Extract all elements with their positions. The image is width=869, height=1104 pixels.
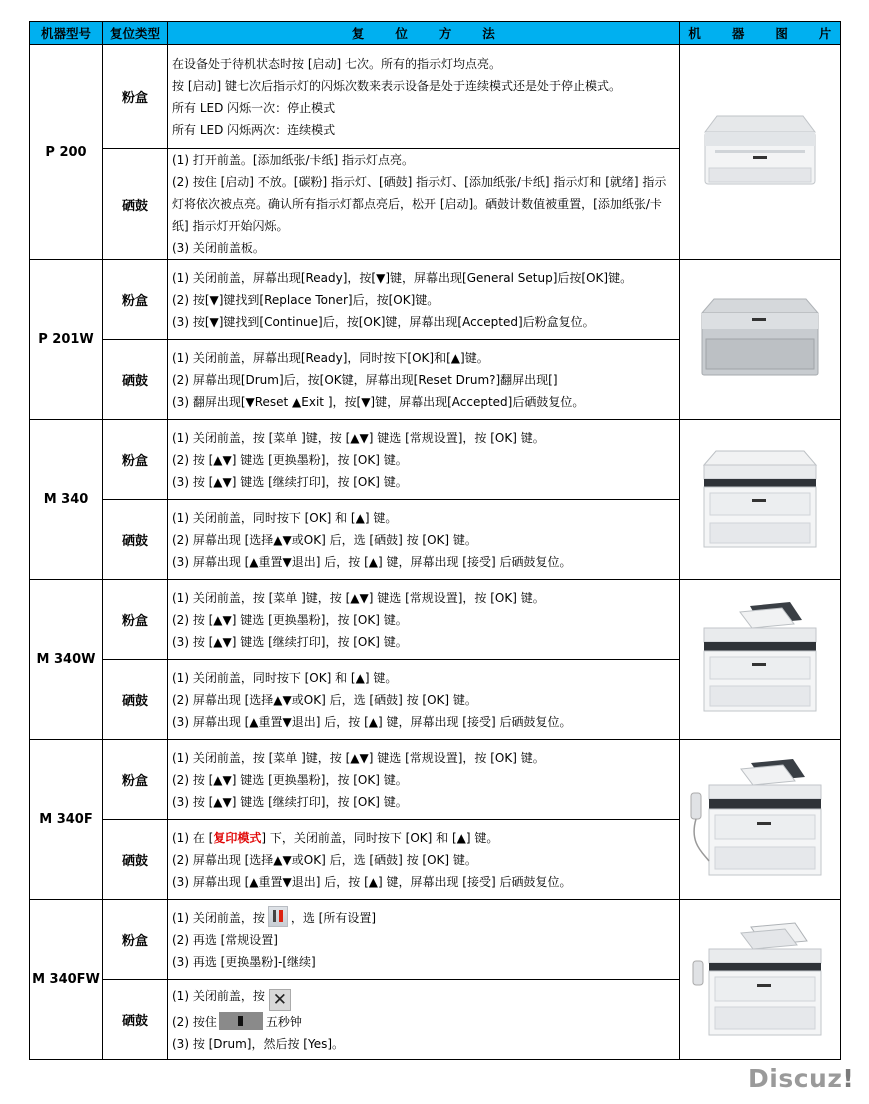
- method-line: (1) 关闭前盖，屏幕出现[Ready]，同时按下[OK]和[▲]键。: [172, 350, 489, 365]
- method-line: (3) 屏幕出现 [▲重置▼退出] 后，按 [▲] 键，屏幕出现 [接受] 后硒鼓复位。: [172, 554, 572, 569]
- watermark-text: Discuz: [748, 1064, 843, 1093]
- method-line: (3) 再选 [更换墨粉]-[继续]: [172, 955, 316, 969]
- method-line: (2) 再选 [常规设置]: [172, 933, 278, 947]
- method-line: 所有 LED 闪烁一次：停止模式: [172, 100, 336, 115]
- table-row: [30, 900, 841, 980]
- method-line: (1) 关闭前盖，按 [菜单 ]键，按 [▲▼] 键选 [常规设置]，按 [OK] 键。: [172, 590, 545, 605]
- method-line: (2) 按 [▲▼] 键选 [更换墨粉]，按 [OK] 键。: [172, 612, 408, 627]
- method-line: [172, 827, 675, 849]
- stop-key-icon: [219, 1012, 263, 1030]
- cancel-x-key-icon: ✕: [269, 989, 291, 1011]
- printer-m340fw-icon: [685, 913, 835, 1043]
- header-type: 复位类型: [103, 22, 168, 45]
- model-name: P 200: [30, 45, 103, 260]
- machine-image-cell: [680, 740, 841, 900]
- reset-method: [168, 340, 680, 420]
- model-name: M 340F: [30, 740, 103, 900]
- copy-mode-highlight: 复印模式: [213, 830, 262, 845]
- method-text: ，选 [所有设置]: [290, 911, 377, 925]
- reset-type: 硒鼓: [103, 820, 168, 900]
- reset-type: 粉盒: [103, 260, 168, 340]
- method-text: (2) 按住: [172, 1014, 217, 1029]
- machine-image-cell: [680, 580, 841, 740]
- method-line: (2) 屏幕出现 [选择▲▼或OK] 后，选 [硒鼓] 按 [OK] 键。: [172, 692, 477, 707]
- reset-method: [168, 260, 680, 340]
- method-line: [172, 906, 675, 929]
- method-line: (1) 关闭前盖，同时按下 [OK] 和 [▲] 键。: [172, 510, 398, 525]
- reset-method: [168, 580, 680, 660]
- method-line: (3) 屏幕出现 [▲重置▼退出] 后，按 [▲] 键，屏幕出现 [接受] 后硒鼓复位。: [172, 714, 572, 729]
- method-text: (1) 关闭前盖，按: [172, 988, 265, 1003]
- header-method: 复 位 方 法: [168, 22, 680, 45]
- reset-type: 粉盒: [103, 580, 168, 660]
- table-row: [30, 45, 841, 149]
- model-name: P 201W: [30, 260, 103, 420]
- table-row: [30, 580, 841, 660]
- method-line: (2) 屏幕出现 [选择▲▼或OK] 后，选 [硒鼓] 按 [OK] 键。: [172, 852, 477, 867]
- reset-method: [168, 149, 680, 260]
- method-text: (1) 关闭前盖，按: [172, 911, 265, 925]
- method-text: (1) 在 [: [172, 830, 214, 845]
- printer-m340-icon: [690, 443, 830, 553]
- method-line: (1) 打开前盖。[添加纸张/卡纸] 指示灯点亮。: [172, 153, 415, 167]
- method-line: (1) 关闭前盖，屏幕出现[Ready]，按[▼]键，屏幕出现[General Setup]后按[OK]键。: [172, 270, 633, 285]
- printer-m340f-icon: [685, 753, 835, 883]
- reset-method: [168, 500, 680, 580]
- reset-type: 硒鼓: [103, 660, 168, 740]
- method-line: (2) 按[▼]键找到[Replace Toner]后，按[OK]键。: [172, 292, 440, 307]
- method-line: (3) 按 [▲▼] 键选 [继续打印]，按 [OK] 键。: [172, 474, 408, 489]
- printer-p201w-icon: [690, 293, 830, 383]
- method-line: (3) 关闭前盖板。: [172, 241, 265, 255]
- reset-method: [168, 820, 680, 900]
- header-model: 机器型号: [30, 22, 103, 45]
- machine-image-cell: [680, 900, 841, 1060]
- machine-image-cell: [680, 260, 841, 420]
- reset-method: [168, 420, 680, 500]
- method-line: (2) 屏幕出现 [选择▲▼或OK] 后，选 [硒鼓] 按 [OK] 键。: [172, 532, 477, 547]
- machine-image-cell: [680, 420, 841, 580]
- method-line: 按 [启动] 键七次后指示灯的闪烁次数来表示设备是处于连续模式还是处于停止模式。: [172, 78, 621, 93]
- reset-method: [168, 45, 680, 149]
- reset-type: 粉盒: [103, 740, 168, 820]
- machine-image-cell: [680, 45, 841, 260]
- method-text: 五秒钟: [265, 1014, 302, 1029]
- table-row: [30, 260, 841, 340]
- reset-method: [168, 740, 680, 820]
- method-line: (3) 按 [▲▼] 键选 [继续打印]，按 [OK] 键。: [172, 794, 408, 809]
- method-line: (2) 按住 [启动] 不放。[碳粉] 指示灯、[硒鼓] 指示灯、[添加纸张/卡纸] 指示灯和 [就绪] 指示灯将依次被点亮。确认所有指示灯都点亮后，松开 [启动]。硒鼓计数值被重置，[添加纸张/卡纸] 指示灯开始闪烁。: [172, 175, 667, 233]
- method-line: (3) 翻屏出现[▼Reset ▲Exit ]，按[▼]键，屏幕出现[Accepted]后硒鼓复位。: [172, 394, 585, 409]
- watermark-bang: !: [842, 1064, 855, 1093]
- reset-type: 硒鼓: [103, 500, 168, 580]
- method-line: (3) 按 [Drum]，然后按 [Yes]。: [172, 1036, 345, 1051]
- model-name: M 340FW: [30, 900, 103, 1060]
- reset-type: 粉盒: [103, 420, 168, 500]
- method-line: (1) 关闭前盖，同时按下 [OK] 和 [▲] 键。: [172, 670, 398, 685]
- reset-type: 硒鼓: [103, 149, 168, 260]
- method-text: ] 下，关闭前盖，同时按下 [OK] 和 [▲] 键。: [261, 830, 499, 845]
- method-line: (3) 按 [▲▼] 键选 [继续打印]，按 [OK] 键。: [172, 634, 408, 649]
- method-line: (1) 关闭前盖，按 [菜单 ]键，按 [▲▼] 键选 [常规设置]，按 [OK] 键。: [172, 430, 545, 445]
- reset-method-table: [29, 21, 841, 1060]
- table-header-row: [30, 22, 841, 45]
- model-name: M 340W: [30, 580, 103, 740]
- header-image: 机 器 图 片: [680, 22, 841, 45]
- method-line: [172, 985, 675, 1011]
- method-line: (2) 按 [▲▼] 键选 [更换墨粉]，按 [OK] 键。: [172, 772, 408, 787]
- discuz-watermark: [748, 1064, 854, 1093]
- table-row: [30, 740, 841, 820]
- method-line: (3) 屏幕出现 [▲重置▼退出] 后，按 [▲] 键，屏幕出现 [接受] 后硒鼓复位。: [172, 874, 572, 889]
- method-line: (2) 屏幕出现[Drum]后，按[OK键，屏幕出现[Reset Drum?]翻屏出现[]: [172, 372, 558, 387]
- printer-p200-icon: [695, 110, 825, 190]
- reset-type: 粉盒: [103, 45, 168, 149]
- reset-type: 硒鼓: [103, 980, 168, 1060]
- method-line: 在设备处于待机状态时按 [启动] 七次。所有的指示灯均点亮。: [172, 56, 501, 71]
- table-row: [30, 420, 841, 500]
- tools-key-icon: [268, 906, 288, 927]
- method-line: (3) 按[▼]键找到[Continue]后，按[OK]键，屏幕出现[Accepted]后粉盒复位。: [172, 314, 595, 329]
- model-name: M 340: [30, 420, 103, 580]
- method-line: (2) 按 [▲▼] 键选 [更换墨粉]，按 [OK] 键。: [172, 452, 408, 467]
- method-line: [172, 1011, 675, 1033]
- reset-type: 硒鼓: [103, 340, 168, 420]
- method-line: (1) 关闭前盖，按 [菜单 ]键，按 [▲▼] 键选 [常规设置]，按 [OK] 键。: [172, 750, 545, 765]
- reset-method: [168, 900, 680, 980]
- printer-m340w-icon: [690, 598, 830, 718]
- method-line: 所有 LED 闪烁两次：连续模式: [172, 122, 336, 137]
- reset-method: [168, 980, 680, 1060]
- reset-method: [168, 660, 680, 740]
- reset-type: 粉盒: [103, 900, 168, 980]
